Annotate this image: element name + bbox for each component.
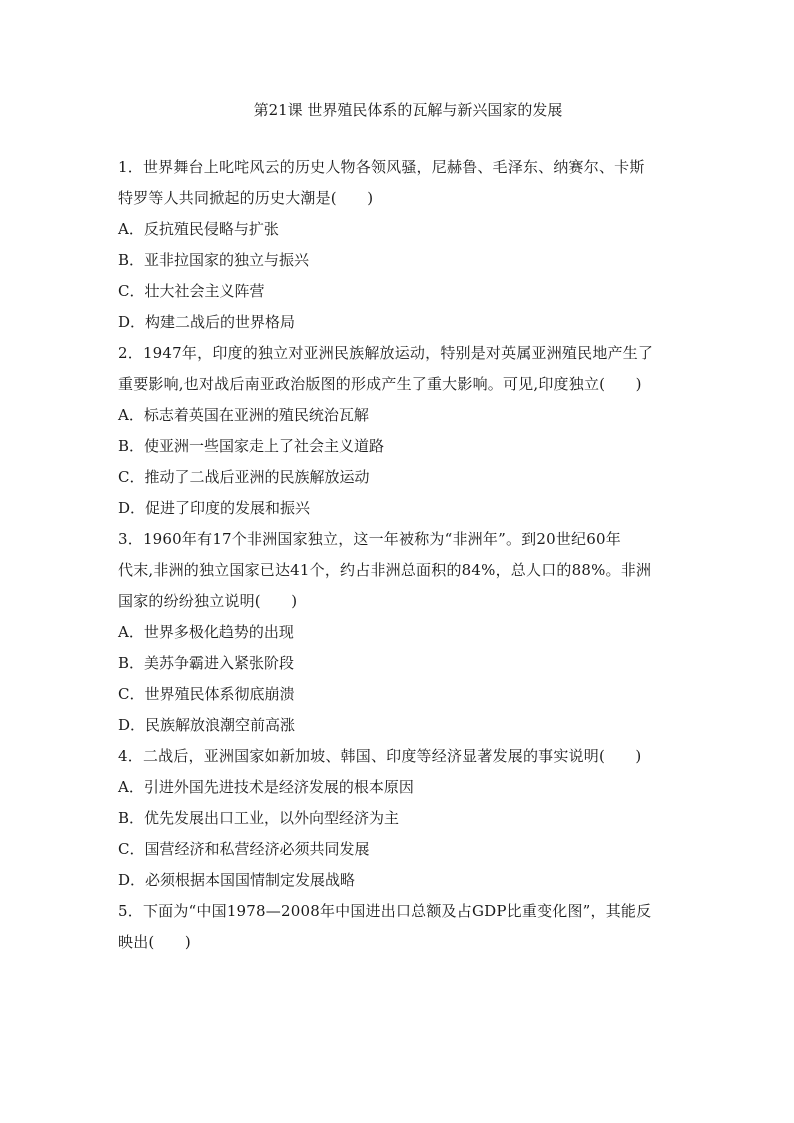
option-a: A．反抗殖民侵略与扩张: [118, 220, 279, 238]
question-stem-line: 映出( ): [118, 933, 191, 951]
option-d: D．构建二战后的世界格局: [118, 313, 296, 331]
option-b: B．使亚洲一些国家走上了社会主义道路: [118, 437, 385, 455]
option-b: B．亚非拉国家的独立与振兴: [118, 251, 310, 269]
option-d: D．民族解放浪潮空前高涨: [118, 716, 296, 734]
option-a: A．标志着英国在亚洲的殖民统治瓦解: [118, 406, 369, 424]
question-stem-line: 2．1947年，印度的独立对亚洲民族解放运动，特别是对英属亚洲殖民地产生了: [118, 344, 654, 362]
option-d: D．必须根据本国国情制定发展战略: [118, 871, 356, 889]
question-stem-line: 5．下面为“中国1978—2008年中国进出口总额及占GDP比重变化图”，其能反: [118, 902, 652, 920]
question-stem-line: 4．二战后，亚洲国家如新加坡、韩国、印度等经济显著发展的事实说明( ): [118, 747, 642, 765]
lesson-title: 第21课 世界殖民体系的瓦解与新兴国家的发展: [253, 101, 563, 119]
document-page: [118, 100, 678, 958]
question-stem-line: 国家的纷纷独立说明( ): [118, 592, 298, 610]
option-c: C．推动了二战后亚洲的民族解放运动: [118, 468, 370, 486]
option-b: B．美苏争霸进入紧张阶段: [118, 654, 295, 672]
option-a: A．世界多极化趋势的出现: [118, 623, 294, 641]
question-stem-line: 3．1960年有17个非洲国家独立，这一年被称为“非洲年”。到20世纪60年: [118, 530, 621, 548]
option-b: B．优先发展出口工业，以外向型经济为主: [118, 809, 400, 827]
question-5: [118, 896, 678, 958]
option-c: C．国营经济和私营经济必须共同发展: [118, 840, 370, 858]
question-2: [118, 338, 678, 524]
question-stem-line: 代末,非洲的独立国家已达41个，约占非洲总面积的84%，总人口的88%。非洲: [118, 561, 652, 579]
question-4: [118, 741, 678, 896]
option-c: C．世界殖民体系彻底崩溃: [118, 685, 295, 703]
question-stem-line: 1．世界舞台上叱咤风云的历史人物各领风骚，尼赫鲁、毛泽东、纳赛尔、卡斯: [118, 158, 645, 176]
question-stem-line: 重要影响,也对战后南亚政治版图的形成产生了重大影响。可见,印度独立( ): [118, 375, 642, 393]
question-3: [118, 524, 678, 741]
option-d: D．促进了印度的发展和振兴: [118, 499, 311, 517]
option-c: C．壮大社会主义阵营: [118, 282, 265, 300]
option-a: A．引进外国先进技术是经济发展的根本原因: [118, 778, 414, 796]
question-stem-line: 特罗等人共同掀起的历史大潮是( ): [118, 189, 374, 207]
question-1: [118, 152, 678, 338]
